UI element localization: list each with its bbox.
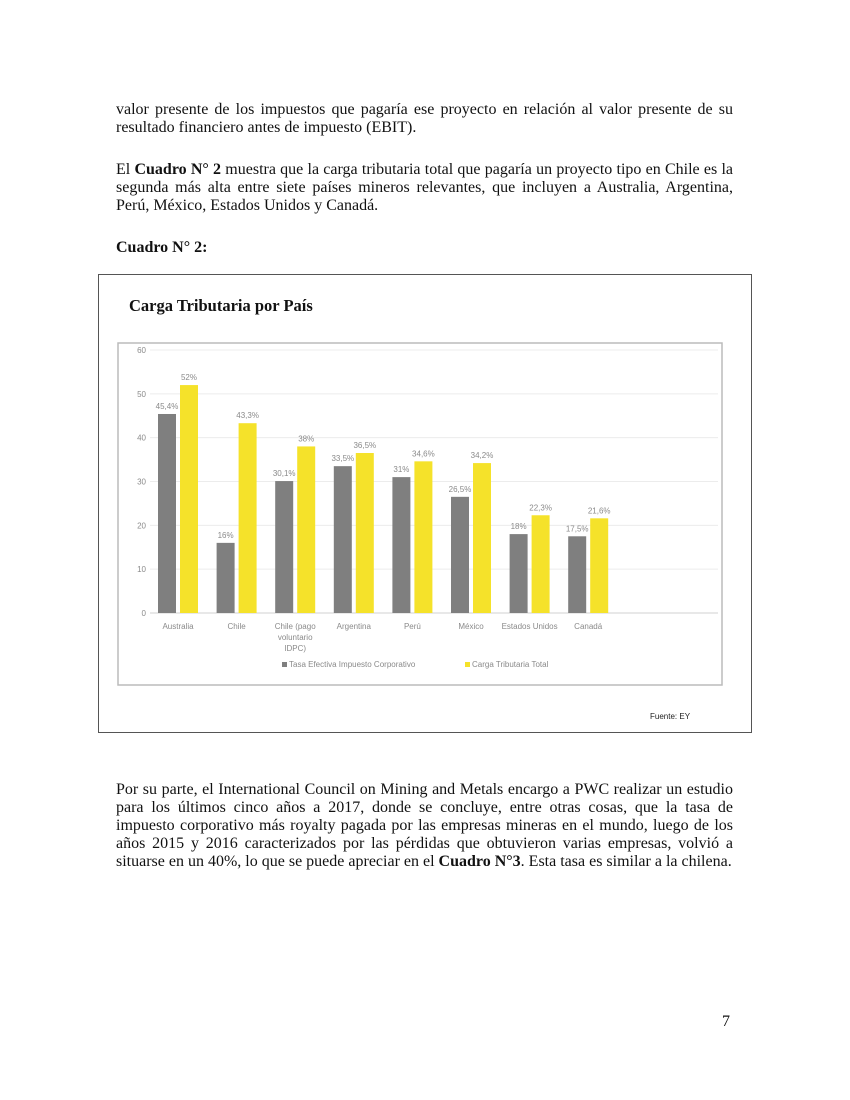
data-label: 16% xyxy=(217,530,234,540)
x-tick-label: Chile (pago xyxy=(274,622,316,631)
legend-swatch xyxy=(465,662,470,667)
data-label: 34,2% xyxy=(470,451,494,461)
text: Por su parte, el International Council on Mining and Metals encargo a PWC realizar un estudio para los últimos cinco años a 2017, donde se concluye, entre otras cosas, que la tasa de impuesto corporativo más royalty pagada por las empresas mineras en el mundo, luego de los años 2015 y 2016 caracterizados por las pérdidas que obtuvieron varias empresas, volvió a situarse en un 40%, lo que se puede apreciar en el xyxy=(116,781,733,870)
x-tick-label: Australia xyxy=(162,622,194,631)
paragraph-icmm xyxy=(116,781,733,871)
bar xyxy=(532,515,550,613)
text: El xyxy=(116,161,135,178)
y-tick-label: 50 xyxy=(137,389,146,399)
figure-caption: Cuadro N° 2: xyxy=(116,239,208,256)
data-label: 38% xyxy=(298,434,315,444)
bar xyxy=(568,536,586,613)
data-label: 17,5% xyxy=(565,524,589,534)
x-tick-label: México xyxy=(458,622,484,631)
data-label: 30,1% xyxy=(272,469,296,479)
data-label: 26,5% xyxy=(448,484,472,494)
bar xyxy=(473,463,491,613)
x-tick-label: Argentina xyxy=(336,622,371,631)
data-label: 45,4% xyxy=(155,401,179,411)
bar xyxy=(510,534,528,613)
chart-title: Carga Tributaria por País xyxy=(129,296,313,315)
paragraph-intro: valor presente de los impuestos que pagaría ese proyecto en relación al valor presente de su resultado financiero antes de impuesto (EBIT). xyxy=(116,101,733,136)
data-label: 52% xyxy=(180,373,198,383)
bar xyxy=(158,414,176,613)
bold-reference: Cuadro N°3 xyxy=(438,853,521,870)
data-label: 43,3% xyxy=(236,411,259,421)
data-label: 18% xyxy=(510,522,527,532)
x-tick-label: voluntario xyxy=(277,633,313,642)
x-tick-label: IDPC) xyxy=(284,644,307,653)
x-tick-label: Estados Unidos xyxy=(501,622,558,631)
bar xyxy=(334,466,352,613)
legend-swatch xyxy=(282,662,287,667)
x-tick-label: Perú xyxy=(403,622,421,631)
bar xyxy=(275,481,293,613)
bar xyxy=(356,453,374,613)
bar xyxy=(414,461,432,613)
bar xyxy=(217,543,235,613)
bar xyxy=(392,477,410,613)
y-tick-label: 40 xyxy=(137,433,146,443)
data-label: 21,6% xyxy=(587,506,611,516)
y-tick-label: 10 xyxy=(137,565,146,575)
bar xyxy=(451,497,469,613)
text: muestra que la carga tributaria total que pagaría un proyecto tipo en Chile es la segunda más alta entre siete países mineros relevantes, que incluyen a Australia, Argentina, Perú, México, Estados Unidos y Canadá. xyxy=(116,161,734,214)
page-number: 7 xyxy=(722,1013,730,1030)
bar xyxy=(590,518,608,613)
legend-label: Carga Tributaria Total xyxy=(472,660,549,669)
bar xyxy=(180,385,198,613)
legend-label: Tasa Efectiva Impuesto Corporativo xyxy=(289,660,416,669)
chart-source: Fuente: EY xyxy=(650,712,691,721)
data-label: 22,3% xyxy=(529,503,552,513)
bar xyxy=(297,446,315,613)
data-label: 34,6% xyxy=(412,449,435,459)
bold-reference: Cuadro N° 2 xyxy=(134,161,222,178)
bar xyxy=(239,423,257,613)
data-label: 33,5% xyxy=(331,454,355,464)
data-label: 31% xyxy=(393,465,410,475)
x-tick-label: Canadá xyxy=(574,622,603,631)
y-tick-label: 30 xyxy=(137,477,146,487)
x-tick-label: Chile xyxy=(227,622,246,631)
y-tick-label: 60 xyxy=(137,346,146,355)
y-tick-label: 20 xyxy=(137,521,146,531)
data-label: 36,5% xyxy=(353,441,377,451)
text: . Esta tasa es similar a la chilena. xyxy=(520,853,732,870)
y-tick-label: 0 xyxy=(141,609,146,618)
